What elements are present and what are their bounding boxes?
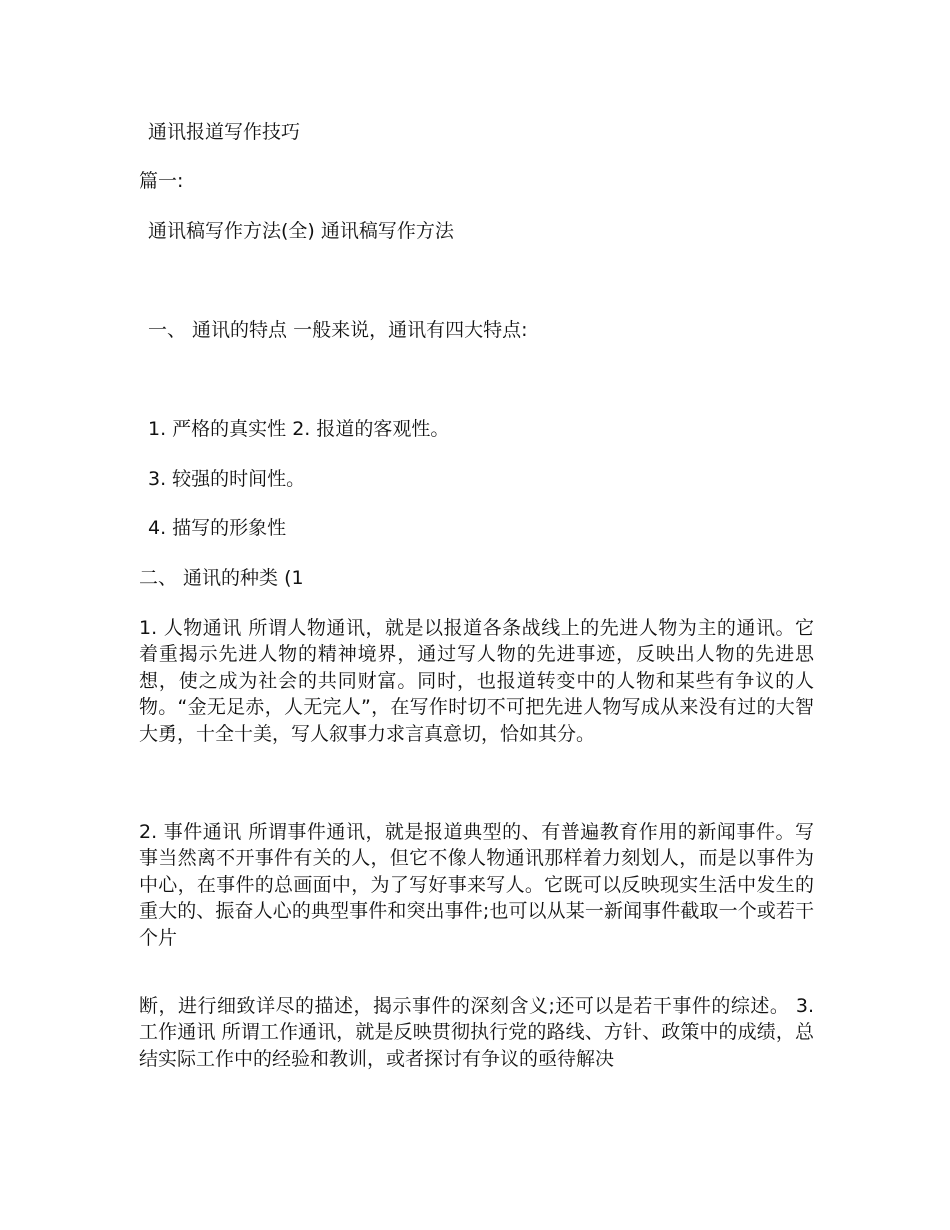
- paragraph-person-report: 1. 人物通讯 所谓人物通讯，就是以报道各条战线上的先进人物为主的通讯。它着重揭示先进人物的精神境界，通过写人物的先进事迹，反映出人物的先进思想，使之成为社会的共同财富。同时，也报道转变中的人物和某些有争议的人物。“金无足赤，人无完人”，在写作时切不可把先进人物写成从来没有过的大智大勇，十全十美，写人叙事力求言真意切，恰如其分。: [139, 617, 814, 745]
- paragraph-event-report: 2. 事件通讯 所谓事件通讯，就是报道典型的、有普遍教育作用的新闻事件。写事当然离不开事件有关的人，但它不像人物通讯那样着力刻划人，而是以事件为中心，在事件的总画面中，为了写好事来写人。它既可以反映现实生活中发生的重大的、振奋人心的典型事件和突出事件;也可以从某一新闻事件截取一个或若干个片: [139, 821, 814, 949]
- feature-line-1: 1. 严格的真实性 2. 报道的客观性。: [148, 418, 450, 440]
- subtitle: 通讯稿写作方法(全) 通讯稿写作方法: [148, 220, 454, 242]
- section-label: 篇一:: [139, 170, 184, 192]
- heading-features: 一、 通讯的特点 一般来说，通讯有四大特点:: [148, 319, 528, 341]
- document-title: 通讯报道写作技巧: [148, 121, 301, 143]
- paragraph-work-report: 断，进行细致详尽的描述，揭示事件的深刻含义;还可以是若干事件的综述。 3. 工作通讯 所谓工作通讯，就是反映贯彻执行党的路线、方针、政策中的成绩，总结实际工作中的经验和教训，或者探讨有争议的亟待解决: [139, 995, 814, 1070]
- heading-types: 二、 通讯的种类 (1: [139, 567, 304, 589]
- feature-line-2: 3. 较强的时间性。: [148, 468, 306, 490]
- feature-line-3: 4. 描写的形象性: [148, 517, 287, 539]
